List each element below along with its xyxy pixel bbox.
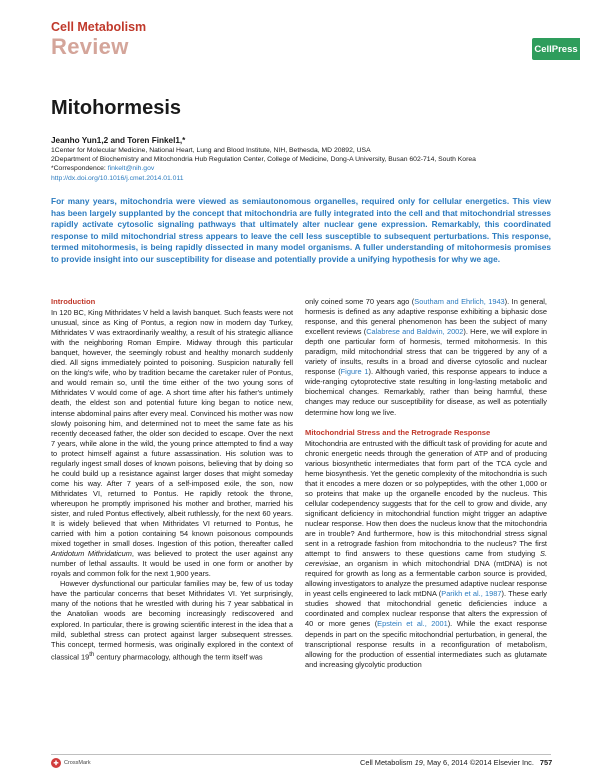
intro-paragraph-1-end: , was believed to protect the user against any number of lethal assaults. It would be used in one form or another by royals and common folk for the next 1,900 years. xyxy=(51,549,293,579)
footer-divider xyxy=(51,754,551,755)
crossmark-label: CrossMark xyxy=(64,760,91,766)
correspondence-email-link[interactable]: finkelt@nih.gov xyxy=(107,165,155,173)
affiliation-2: 2Department of Biochemistry and Mitochondria Hub Regulation Center, College of Medicine, Dong-A University, Busan 602-714, South Korea xyxy=(51,156,476,164)
yeast-species-term: S. cerevisiae xyxy=(305,549,547,569)
intro-paragraph-2-text: However dysfunctional our particular families may be, few of us today have the particular concerns that beset Mithridates VI. Yet surprisingly, many of the notions that he wrestled with during his 7 year sabbatical in the Anatolian woods are becoming increasingly rediscovered and explored. In particular, there is growing scientific interest in the idea that a mild, sublethal stress can protect against larger subsequent stresses. This concept, termed hormesis, was originally explored in the context of classical 19 xyxy=(51,579,293,662)
footer-journal: Cell Metabolism xyxy=(360,758,415,767)
retrograde-text-2: , an organism in which mitochondrial DNA (mtDNA) is not required for growth as long as a fermentable carbon source is provided, allowing investigators to analyze the presumed adaptive nuclear response in yeast cells engineered to lack mtDNA ( xyxy=(305,559,547,599)
article-title: Mitohormesis xyxy=(51,97,182,119)
hormesis-text-3: ). Here, we will explore in depth one particular form of hormesis, termed mitohormesis. In this paradigm, mild mitochondrial stress that can be triggered by any of a variety of insults, results in a broad and diverse cytosolic and nuclear response ( xyxy=(305,327,548,377)
intro-paragraph-1 xyxy=(51,308,293,579)
section-label: Review xyxy=(51,34,129,59)
page-number: 757 xyxy=(539,758,553,767)
cellpress-logo-text: CellPress xyxy=(534,43,578,55)
century-superscript: th xyxy=(89,650,95,658)
affiliation-1: 1Center for Molecular Medicine, National Heart, Lung and Blood Institute, NIH, Bethesda, MD 20892, USA xyxy=(51,147,371,154)
hormesis-text-2: ). In general, hormesis is defined as any adaptive response exhibiting a biphasic dose response, and this general phenomenon has been the subject of many excellent reviews ( xyxy=(305,297,547,337)
correspondence-label: *Correspondence: xyxy=(51,165,108,173)
author-block xyxy=(51,135,551,183)
cellpress-logo xyxy=(532,38,580,60)
retrograde-text-3: ). These early studies showed that mitochondrial genetic deficiencies induce a coordinated and complex nuclear response that alters the expression of 40 or more genes ( xyxy=(305,589,547,629)
ref-southam-link[interactable]: Southam and Ehrlich, 1943 xyxy=(414,297,505,306)
retrograde-text-4: ). While the exact response depends in part on the specific mitochondrial perturbation, in general, the transcriptional response results in a reconfiguration of metabolism, allowing for the production of essential intermediates such as glutamate and increasing glycolytic production xyxy=(305,619,547,669)
introduction-heading: Introduction xyxy=(51,297,96,306)
correspondence xyxy=(51,164,551,173)
author-list: Jeanho Yun1,2 and Toren Finkel1,* xyxy=(51,136,186,145)
page-footer xyxy=(360,758,551,767)
crossmark-badge[interactable] xyxy=(51,758,91,768)
hormesis-text-1: only coined some 70 years ago ( xyxy=(305,297,415,306)
retrograde-text-1: Mitochondria are entrusted with the difficult task of providing for acute and chronic energetic needs through the generation of ATP and of producing various biosynthetic intermediates that form part of the TCA cycle and heme biosynthesis. Yet the genetic complexity of the mitochondria is such that it encodes a mere dozen or so polypeptides, with the other 1,000 or so proteins that make up the organelle encoded by the nucleus. This cellular codependency suggests that for the cell to grow and divide, any significant deficiency in mitochondrial function might trigger an adaptive nuclear response. How then does the nucleus know that the mitochondria are in trouble? And furthermore, how is this mitochondrial stress signal sent in a retrograde fashion from mitochondria to the nucleus? The first attempt to find answers to these questions came from studying xyxy=(305,438,547,559)
right-column xyxy=(305,297,547,670)
ref-parikh-link[interactable]: Parikh et al., 1987 xyxy=(441,589,502,599)
hormesis-text-4: ). Although varied, this response appears to induce a wide-ranging cytoprotective state resulting in long-lasting metabolic and biochemical changes. Remarkably, rather than being harmful, these changes may reduce our susceptibility for disease, as well as potentially determine how long we live. xyxy=(305,367,548,417)
crossmark-icon: ✚ xyxy=(51,758,61,768)
doi-link[interactable]: http://dx.doi.org/10.1016/j.cmet.2014.01.011 xyxy=(51,174,184,182)
hormesis-paragraph xyxy=(305,297,547,418)
retrograde-paragraph xyxy=(305,439,547,670)
intro-paragraph-1-text: In 120 BC, King Mithridates V held a lavish banquet. Such feasts were not unusual, since as King of Pontus, a region now in modern day Turkey, Mithridates V was extraordinarily wealthy, a result of his strategic alliance with the neighboring Roman Empire. Midway through this particular banquet, however, the seemingly robust and healthy monarch suddenly died. All signs immediately pointed to poisoning. Suspicion naturally fell on the king's wife, who by tradition became the caretaker ruler of Pontus, and would remain so, until the time either of the two young sons of Mithridates V would come of age. A short time after his father's untimely death, the eldest son and potential future king began to notice new, intense abdominal pains after every meal. Convinced his mother was now slowly poisoning him, and determined not to meet the same fate as his recently deceased father, the older son decided to escape. Over the next 7 years, while alone in the wild, the young prince attempted to find a way to protect himself against a future assassination. His solution was to regularly ingest small doses of known poisons, believing that by doing so he could build up a resistance against larger doses that might someday come his way. After 7 years of a self-imposed exile, the son, now Mithridates VI, returned to Pontus. He rapidly retook the throne, whereupon he promptly imprisoned his mother and brother, married his sister, and ruled Pontus effectively, albeit ruthlessly, for the next 60 years. It is widely believed that when Mithridates VI returned to Pontus, he carried with him a potion containing 54 known poisonous compounds mixed together in small doses. Ingestion of this potion, thereafter called xyxy=(51,308,293,549)
retrograde-heading: Mitochondrial Stress and the Retrograde Response xyxy=(305,427,491,437)
left-column xyxy=(51,297,293,662)
section-gap xyxy=(305,418,547,428)
antidotum-term: Antidotum Mithridaticum xyxy=(51,549,132,559)
ref-calabrese-link[interactable]: Calabrese and Baldwin, 2002 xyxy=(366,327,464,337)
intro-paragraph-2 xyxy=(51,579,293,662)
journal-name: Cell Metabolism xyxy=(51,20,147,34)
abstract: For many years, mitochondria were viewed as semiautonomous organelles, required only for cellular energetics. This view has been largely supplanted by the concept that mitochondria are fully integrated into the cell and that mitochondrial stresses rapidly activate cytosolic signaling pathways that ultimately alter nuclear gene expression. Remarkably, this coordinated response to mild mitochondrial stress appears to leave the cell less susceptible to subsequent perturbations. This response, termed mitohormesis, is being rapidly dissected in many model organisms. A fuller understanding of mitohormesis promises to provide insight into our susceptibility for disease and potentially provide a unifying hypothesis for why we age. xyxy=(51,196,551,264)
ref-figure1-link[interactable]: Figure 1 xyxy=(340,367,369,377)
footer-volume: 19 xyxy=(414,758,423,767)
intro-paragraph-2-end: century pharmacology, although the term itself was xyxy=(94,652,263,662)
footer-date-copyright: , May 6, 2014 ©2014 Elsevier Inc. xyxy=(422,758,534,767)
ref-epstein-link[interactable]: Epstein et al., 2001 xyxy=(377,619,448,629)
